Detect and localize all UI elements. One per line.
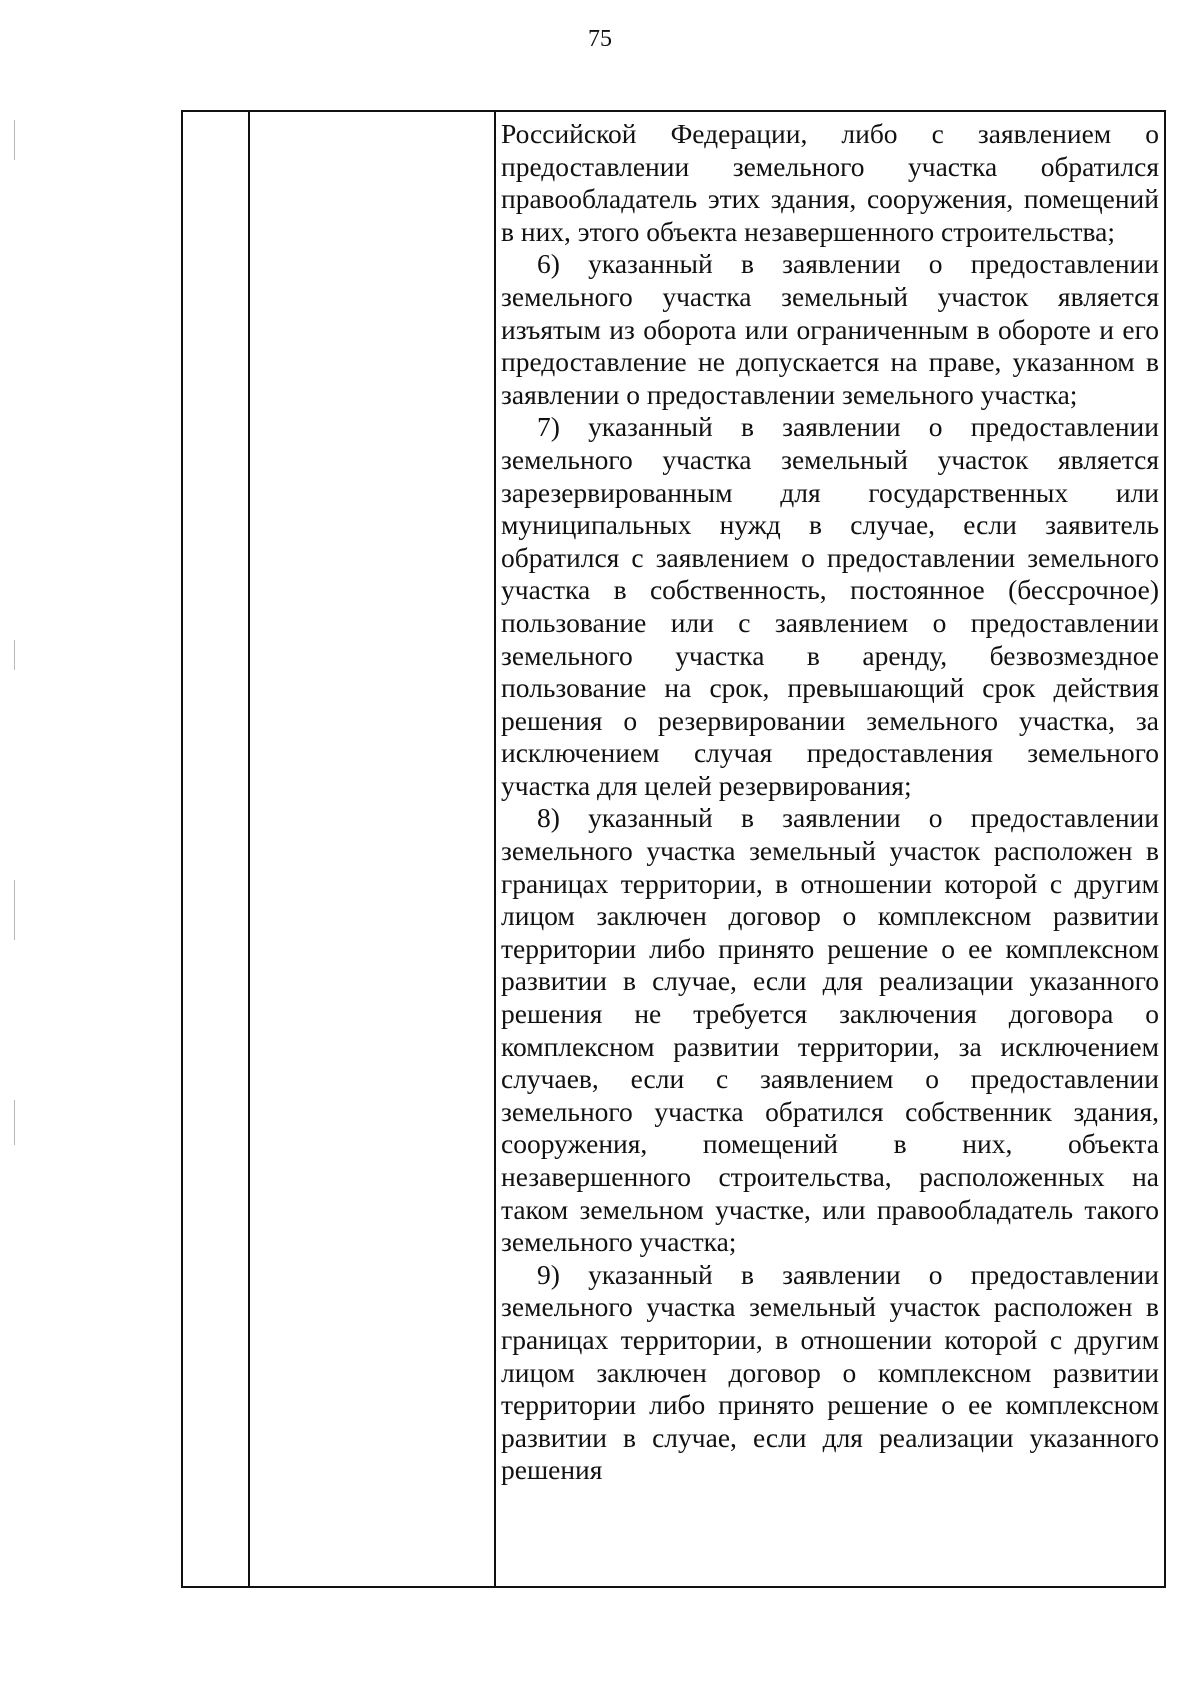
- paragraph-item-7: 7) указанный в заявлении о предоставлении земельного участка земельный участок является зарезервированным для государственных или муниципальных нужд в случае, если заявитель обратился с заявлением о предоставлении земельного участка в собственность, постоянное (бессрочное) пользование или с заявлением о предоставлении земельного участка в аренду, безвозмездное пользование на срок, превышающий срок действия решения о резервировании земельного участка, за исключением случая предоставления земельного участка для целей резервирования;: [501, 411, 1159, 801]
- scan-artifact: [14, 880, 15, 940]
- content-cell: [501, 118, 1159, 1487]
- column-divider-2: [494, 112, 496, 1586]
- scan-artifact: [14, 1100, 15, 1145]
- scan-artifact: [14, 640, 15, 670]
- page-number: 75: [588, 26, 612, 52]
- scan-artifact: [14, 120, 15, 160]
- paragraph-item-9: 9) указанный в заявлении о предоставлении земельного участка земельный участок расположен в границах территории, в отношении которой с другим лицом заключен договор о комплексном развитии территории либо принято решение о ее комплексном развитии в случае, если для реализации указанного решения: [501, 1258, 1159, 1486]
- paragraph-continuation: Российской Федерации, либо с заявлением о предоставлении земельного участка обратился правообладатель этих здания, сооружения, помещений в них, этого объекта незавершенного строительства;: [501, 118, 1159, 247]
- document-table: [181, 110, 1166, 1588]
- column-divider-1: [248, 112, 250, 1586]
- paragraph-item-6: 6) указанный в заявлении о предоставлении земельного участка земельный участок является изъятым из оборота или ограниченным в обороте и его предоставление не допускается на праве, указанном в заявлении о предоставлении земельного участка;: [501, 248, 1159, 410]
- paragraph-item-8: 8) указанный в заявлении о предоставлении земельного участка земельный участок расположен в границах территории, в отношении которой с другим лицом заключен договор о комплексном развитии территории либо принято решение о ее комплексном развитии в случае, если для реализации указанного решения не требуется заключения договора о комплексном развитии территории, за исключением случаев, если с заявлением о предоставлении земельного участка обратился собственник здания, сооружения, помещений в них, объекта незавершенного строительства, расположенных на таком земельном участке, или правообладатель такого земельного участка;: [501, 802, 1159, 1258]
